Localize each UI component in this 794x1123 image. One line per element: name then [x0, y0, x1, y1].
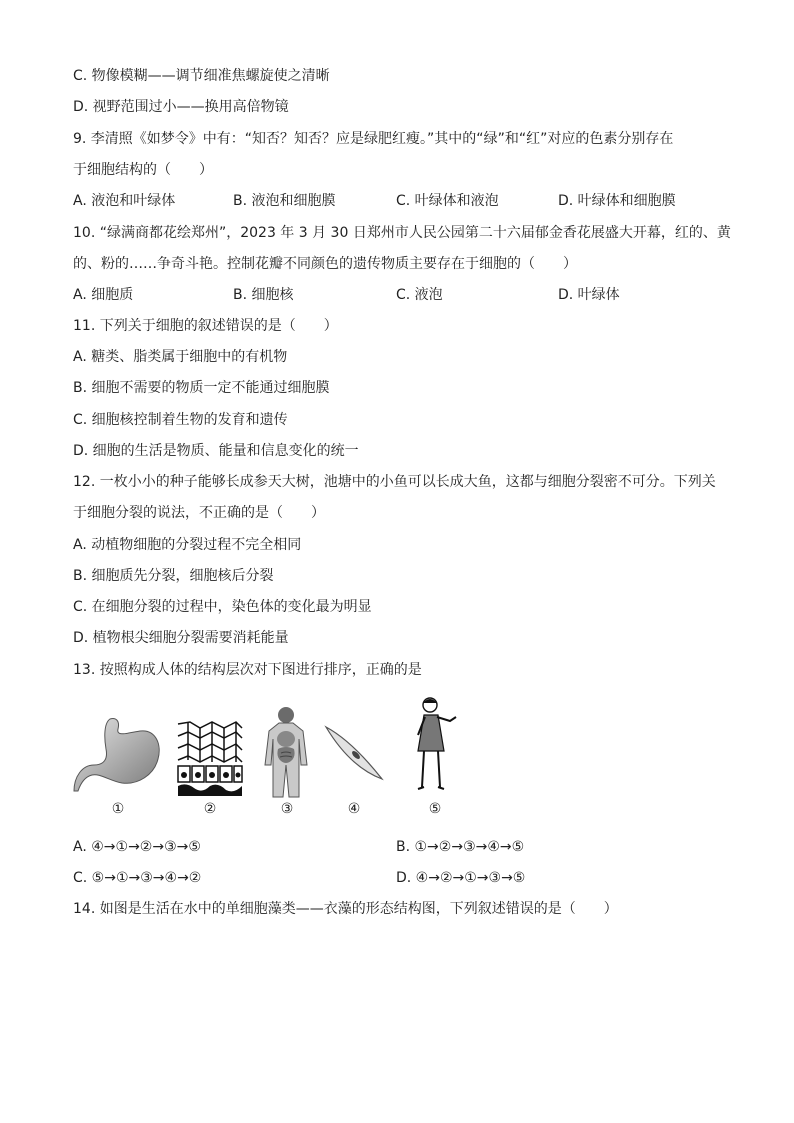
q10-option-a: A. 细胞质 [73, 287, 134, 303]
q10-option-d: D. 叶绿体 [558, 287, 620, 303]
q8-option-c: C. 物像模糊——调节细准焦螺旋使之清晰 [73, 68, 330, 84]
figure-label-4: ④ [347, 801, 361, 817]
figure-label-5: ⑤ [428, 801, 442, 817]
q13-option-d: D. ④→②→①→③→⑤ [396, 870, 526, 886]
body-structure-figure [70, 693, 470, 823]
human-systems-image [261, 705, 311, 800]
q9-option-a: A. 液泡和叶绿体 [73, 193, 176, 209]
q8-option-d: D. 视野范围过小——换用高倍物镜 [73, 99, 289, 115]
person-image [410, 695, 460, 795]
q12-stem-line2: 于细胞分裂的说法，不正确的是（ ） [73, 505, 325, 521]
q11-option-c: C. 细胞核控制着生物的发育和遗传 [73, 412, 288, 428]
q10-option-b: B. 细胞核 [233, 287, 294, 303]
q13-option-a: A. ④→①→②→③→⑤ [73, 839, 201, 855]
figure-label-2: ② [203, 801, 217, 817]
figure-label-1: ① [111, 801, 125, 817]
q12-option-d: D. 植物根尖细胞分裂需要消耗能量 [73, 630, 289, 646]
q10-stem-line2: 的、粉的……争奇斗艳。控制花瓣不同颜色的遗传物质主要存在于细胞的（ ） [73, 256, 577, 272]
q14-stem: 14. 如图是生活在水中的单细胞藻类——衣藻的形态结构图，下列叙述错误的是（ ） [73, 901, 618, 917]
q10-option-c: C. 液泡 [396, 287, 443, 303]
q12-option-c: C. 在细胞分裂的过程中，染色体的变化最为明显 [73, 599, 372, 615]
muscle-cell-image [322, 723, 386, 783]
q9-stem-line2: 于细胞结构的（ ） [73, 162, 213, 178]
tissue-image [176, 720, 244, 798]
q11-option-d: D. 细胞的生活是物质、能量和信息变化的统一 [73, 443, 359, 459]
q12-option-a: A. 动植物细胞的分裂过程不完全相同 [73, 537, 302, 553]
q12-option-b: B. 细胞质先分裂，细胞核后分裂 [73, 568, 274, 584]
stomach-image [72, 715, 164, 795]
q9-option-c: C. 叶绿体和液泡 [396, 193, 499, 209]
q11-stem: 11. 下列关于细胞的叙述错误的是（ ） [73, 318, 338, 334]
q9-option-d: D. 叶绿体和细胞膜 [558, 193, 676, 209]
q13-option-c: C. ⑤→①→③→④→② [73, 870, 202, 886]
figure-label-3: ③ [280, 801, 294, 817]
q11-option-b: B. 细胞不需要的物质一定不能通过细胞膜 [73, 380, 330, 396]
q11-option-a: A. 糖类、脂类属于细胞中的有机物 [73, 349, 288, 365]
q13-stem: 13. 按照构成人体的结构层次对下图进行排序，正确的是 [73, 662, 422, 678]
q10-stem-line1: 10. “绿满商都花绘郑州”，2023 年 3 月 30 日郑州市人民公园第二十六届郁金香花展盛大开幕，红的、黄 [73, 225, 731, 241]
q9-stem-line1: 9. 李清照《如梦令》中有：“知否？知否？应是绿肥红瘦。”其中的“绿”和“红”对应的色素分别存在 [73, 131, 674, 147]
q12-stem-line1: 12. 一枚小小的种子能够长成参天大树，池塘中的小鱼可以长成大鱼，这都与细胞分裂密不可分。下列关 [73, 474, 716, 490]
q13-option-b: B. ①→②→③→④→⑤ [396, 839, 525, 855]
q9-option-b: B. 液泡和细胞膜 [233, 193, 336, 209]
